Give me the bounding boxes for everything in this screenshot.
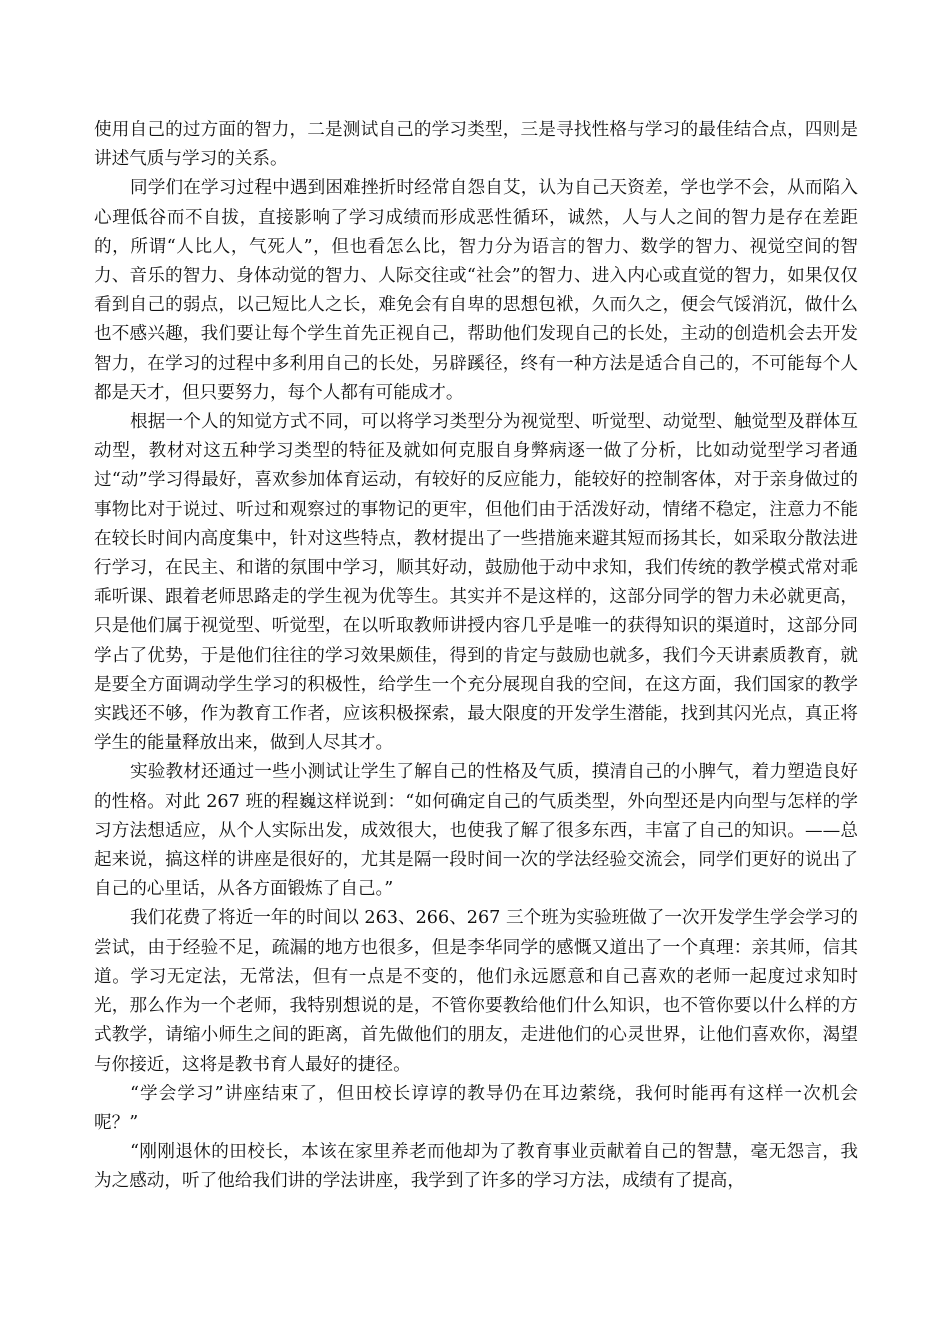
paragraph-7: “刚刚退休的田校长，本该在家里养老而他却为了教育事业贡献着自己的智慧，毫无怨言，我为之感动，听了他给我们讲的学法讲座，我学到了许多的学习方法，成绩有了提高，	[94, 1142, 858, 1192]
paragraph-5: 我们花费了将近一年的时间以 263、266、267 三个班为实验班做了一次开发学生学会学习的尝试，由于经验不足，疏漏的地方也很多，但是李华同学的感慨又道出了一个真理：亲其师，信其道。学习无定法，无常法，但有一点是不变的，他们永远愿意和自己喜欢的老师一起度过求知时光，那么作为一个老师，我特别想说的是，不管你要教给他们什么知识，也不管你要以什么样的方式教学，请缩小师生之间的距离，首先做他们的朋友，走进他们的心灵世界，让他们喜欢你，渴望与你接近，这将是教书育人最好的捷径。	[94, 908, 858, 1075]
document-page	[94, 116, 858, 1197]
paragraph-4: 实验教材还通过一些小测试让学生了解自己的性格及气质，摸清自己的小脾气，着力塑造良好的性格。对此 267 班的程巍这样说到：“如何确定自己的气质类型，外向型还是内向型与怎样的学习方法想适应，从个人实际出发，成效很大，也使我了解了很多东西，丰富了自己的知识。——总起来说，搞这样的讲座是很好的，尤其是隔一段时间一次的学法经验交流会，同学们更好的说出了自己的心里话，从各方面锻炼了自己。”	[94, 762, 858, 900]
paragraph-6: “学会学习”讲座结束了，但田校长谆谆的教导仍在耳边萦绕，我何时能再有这样一次机会呢？”	[94, 1083, 858, 1133]
paragraph-3: 根据一个人的知觉方式不同，可以将学习类型分为视觉型、听觉型、动觉型、触觉型及群体互动型，教材对这五种学习类型的特征及就如何克服自身弊病逐一做了分析，比如动觉型学习者通过“动”学习得最好，喜欢参加体育运动，有较好的反应能力，能较好的控制客体，对于亲身做过的事物比对于说过、听过和观察过的事物记的更牢，但他们由于活泼好动，情绪不稳定，注意力不能在较长时间内高度集中，针对这些特点，教材提出了一些措施来避其短而扬其长，如采取分散法进行学习，在民主、和谐的氛围中学习，顺其好动，鼓励他于动中求知，我们传统的教学模式常对乖乖听课、跟着老师思路走的学生视为优等生。其实并不是这样的，这部分同学的智力未必就更高，只是他们属于视觉型、听觉型，在以听取教师讲授内容几乎是唯一的获得知识的渠道时，这部分同学占了优势，于是他们往往的学习效果颇佳，得到的肯定与鼓励也就多，我们今天讲素质教育，就是要全方面调动学生学习的积极性，给学生一个充分展现自我的空间，在这方面，我们国家的教学实践还不够，作为教育工作者，应该积极探索，最大限度的开发学生潜能，找到其闪光点，真正将学生的能量释放出来，做到人尽其才。	[94, 412, 858, 754]
paragraph-2: 同学们在学习过程中遇到困难挫折时经常自怨自艾，认为自己天资差，学也学不会，从而陷入心理低谷而不自拔，直接影响了学习成绩而形成恶性循环，诚然，人与人之间的智力是存在差距的，所谓“人比人，气死人”，但也看怎么比，智力分为语言的智力、数学的智力、视觉空间的智力、音乐的智力、身体动觉的智力、人际交往或“社会”的智力、进入内心或直觉的智力，如果仅仅看到自己的弱点，以己短比人之长，难免会有自卑的思想包袱，久而久之，便会气馁消沉，做什么也不感兴趣，我们要让每个学生首先正视自己，帮助他们发现自己的长处，主动的创造机会去开发智力，在学习的过程中多利用自己的长处，另辟蹊径，终有一种方法是适合自己的，不可能每个人都是天才，但只要努力，每个人都有可能成才。	[94, 178, 858, 403]
paragraph-1: 使用自己的过方面的智力，二是测试自己的学习类型，三是寻找性格与学习的最佳结合点，四则是讲述气质与学习的关系。	[94, 120, 858, 170]
